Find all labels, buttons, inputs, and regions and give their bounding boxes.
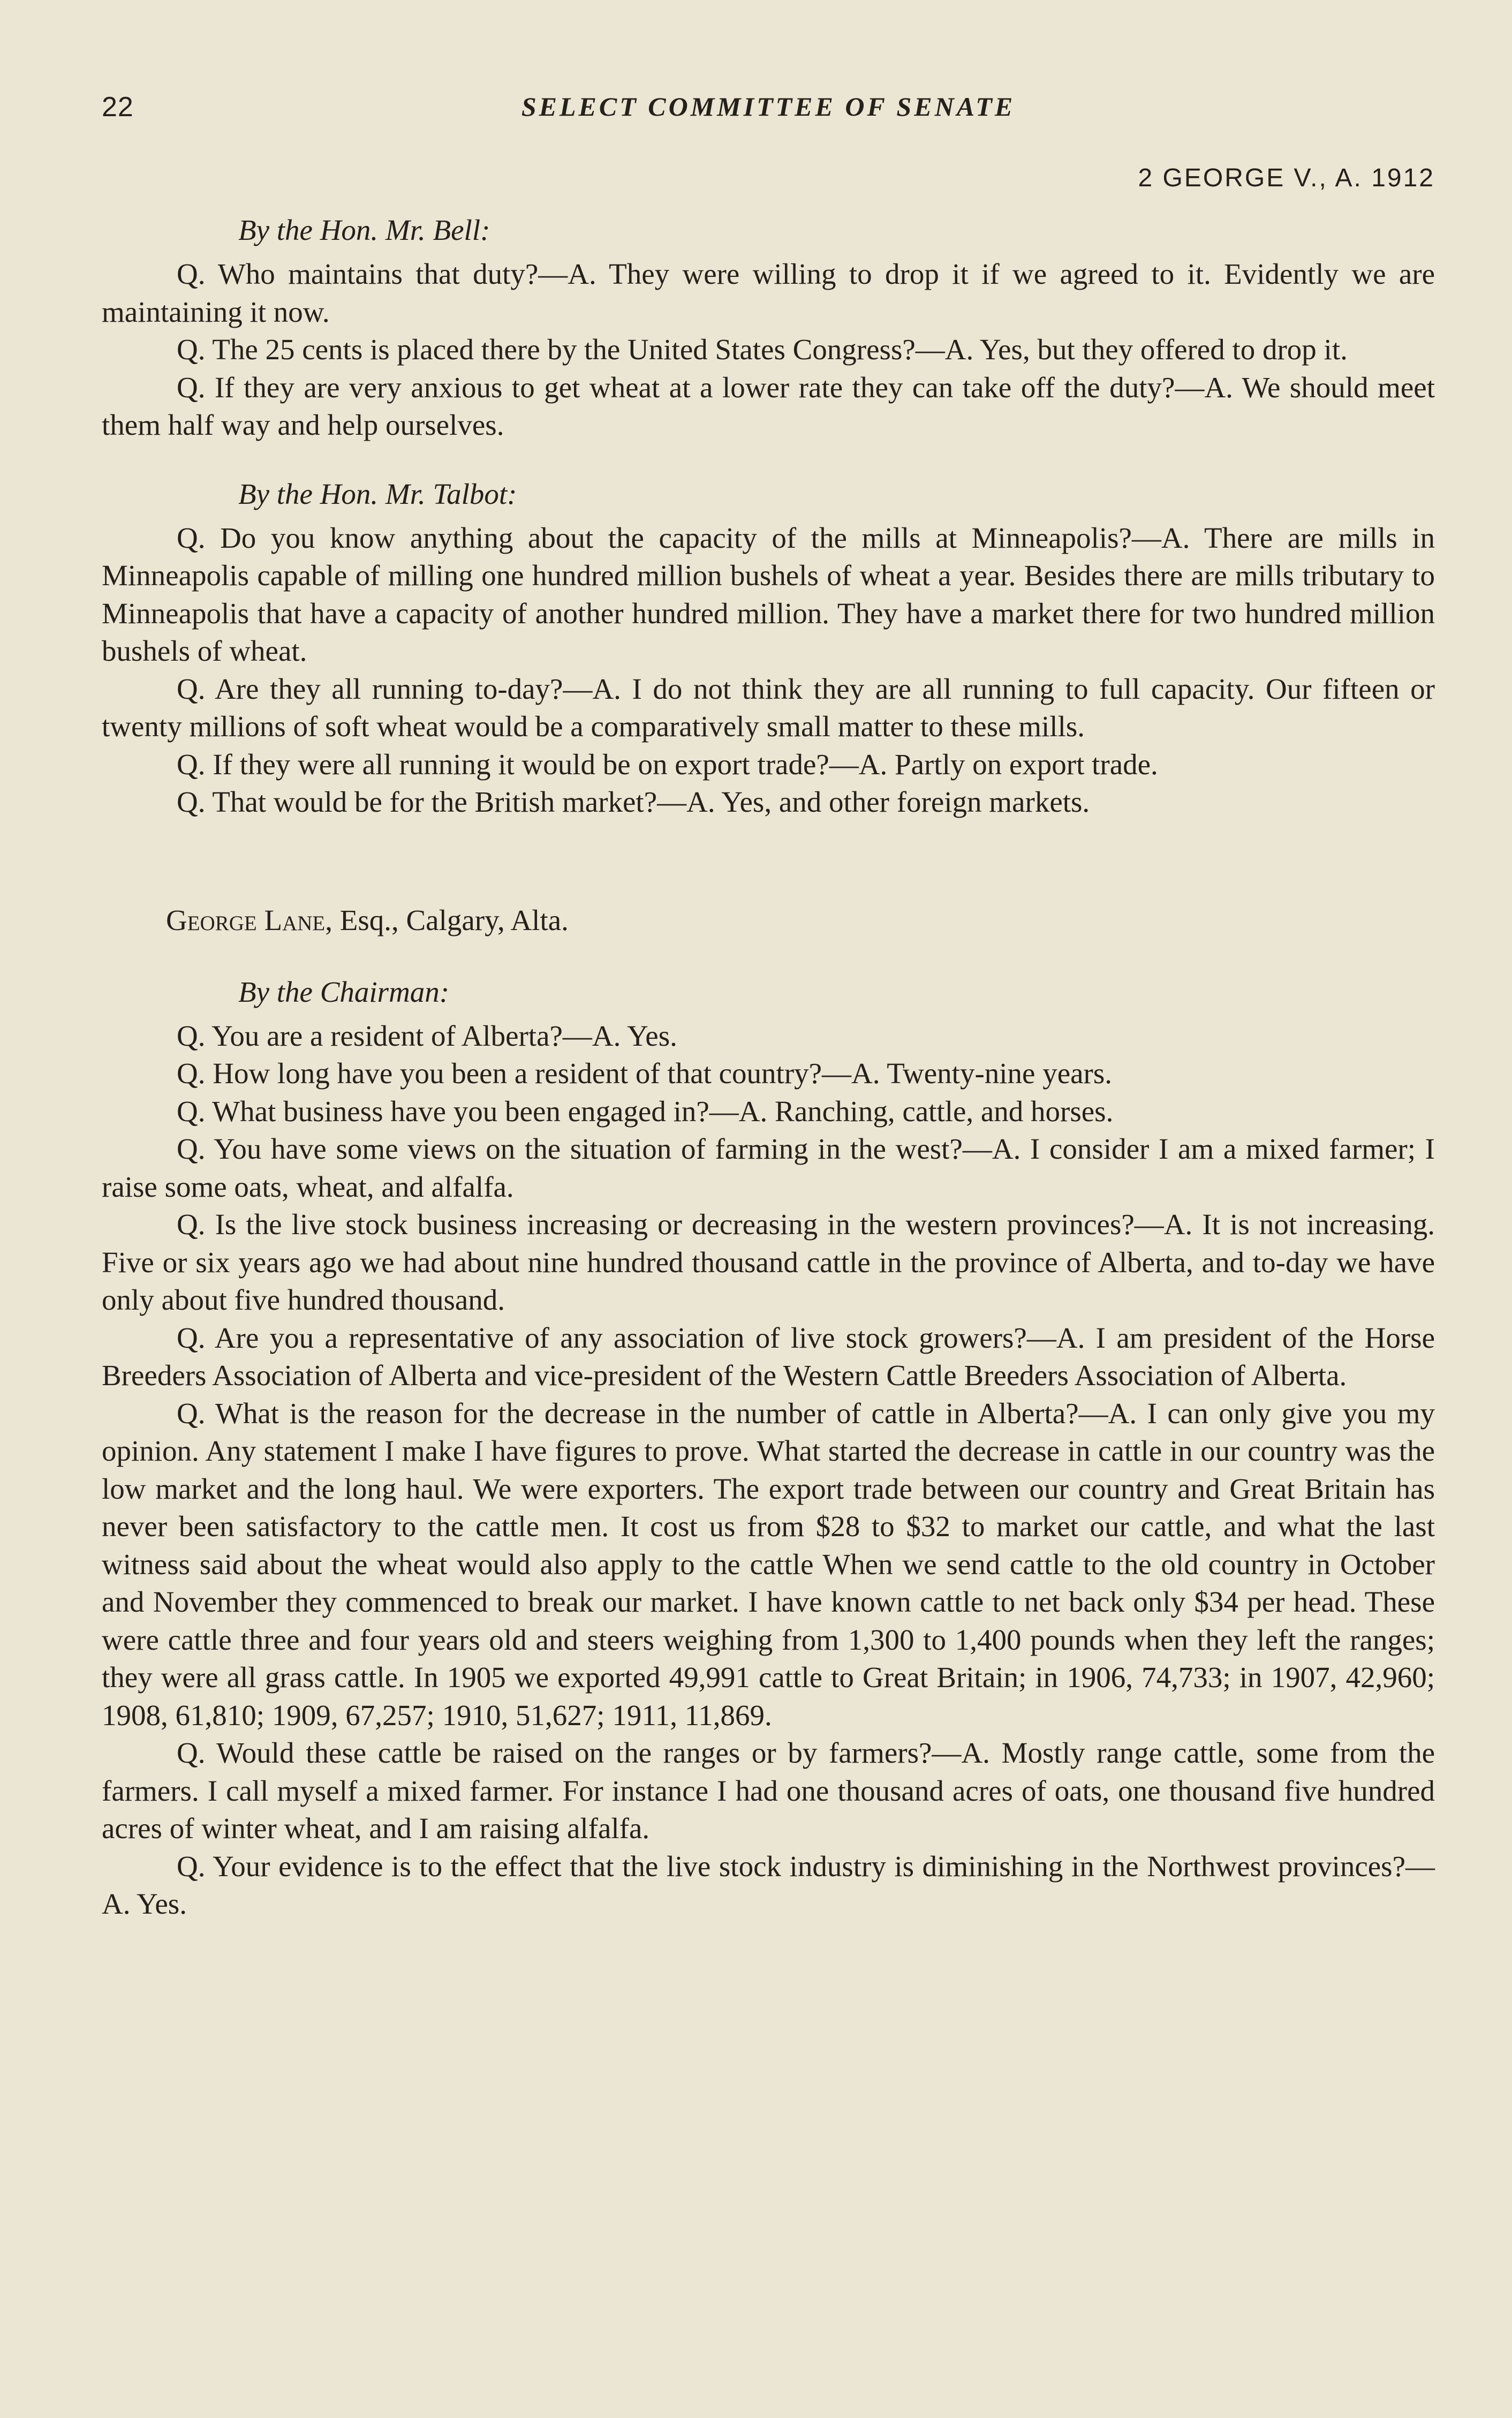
- paragraph: Q. Would these cattle be raised on the ranges or by farmers?—A. Mostly range cattle, some from the farmers. I call myself a mixed farmer. For instance I had one thousand acres of oats, one thousand five hundred acres of winter wheat, and I am raising alfalfa.: [102, 1736, 1435, 1845]
- paragraph: Q. Do you know anything about the capacity of the mills at Minneapolis?—A. There are mills in Minneapolis capable of milling one hundred million bushels of wheat a year. Besides there are mills tributary to Minneapolis that have a capacity of another hundred million. They have a market there for two hundred million bushels of wheat.: [102, 521, 1435, 667]
- speaker-heading-talbot: By the Hon. Mr. Talbot:: [238, 477, 517, 510]
- section-spacer: [102, 944, 1435, 973]
- paragraph: Q. Your evidence is to the effect that the live stock industry is diminishing in the Northwest provinces?—A. Yes.: [102, 1849, 1435, 1920]
- paragraph: Q. Is the live stock business increasing or decreasing in the western provinces?—A. It is not increasing. Five or six years ago we had about nine hundred thousand cattle in the province of Alberta, and to-day we have only about five hundred thousand.: [102, 1208, 1435, 1316]
- section-spacer: [102, 444, 1435, 475]
- paragraph: Q. You are a resident of Alberta?—A. Yes.: [177, 1019, 677, 1052]
- witness-heading: [166, 902, 1435, 944]
- paragraph: Q. You have some views on the situation of farming in the west?—A. I consider I am a mixed farmer; I raise some oats, wheat, and alfalfa.: [102, 1132, 1435, 1203]
- paragraph: Q. Are you a representative of any association of live stock growers?—A. I am president of the Horse Breeders Association of Alberta and vice-president of the Western Cattle Breeders Association of Alberta.: [102, 1321, 1435, 1392]
- page-number: 22: [102, 92, 134, 123]
- running-head: SELECT COMMITTEE OF SENATE: [521, 92, 1016, 122]
- paragraph: Q. Who maintains that duty?—A. They were willing to drop it if we agreed to it. Evidently we are maintaining it now.: [102, 258, 1435, 328]
- paragraph: Q. What is the reason for the decrease in the number of cattle in Alberta?—A. I can only give you my opinion. Any statement I make I have figures to prove. What started the decrease in cattle in our country was the low market and the long haul. We were exporters. The export trade between our country and Great Britain has never been satisfactory to the cattle men. It cost us from $28 to $32 to market our cattle, and what the last witness said about the wheat would also apply to the cattle When we send cattle to the old country in October and November they commenced to break our market. I have known cattle to net back only $34 per head. These were cattle three and four years old and steers weighing from 1,300 to 1,400 pounds when they left the ranges; they were all grass cattle. In 1905 we exported 49,991 cattle to Great Britain; in 1906, 74,733; in 1907, 42,960; 1908, 61,810; 1909, 67,257; 1910, 51,627; 1911, 11,869.: [102, 1396, 1435, 1732]
- paragraph: Q. If they were all running it would be on export trade?—A. Partly on export trade.: [177, 747, 1158, 781]
- document-body: [102, 211, 1435, 1923]
- paragraph: Q. Are they all running to-day?—A. I do not think they are all running to full capacity. Our fifteen or twenty millions of soft wheat would be a comparatively small matter to these mills.: [102, 672, 1435, 743]
- session-label: 2 GEORGE V., A. 1912: [1138, 164, 1435, 192]
- witness-name: George Lane: [166, 903, 326, 936]
- paragraph: Q. How long have you been a resident of that country?—A. Twenty-nine years.: [177, 1057, 1113, 1090]
- paragraph: Q. If they are very anxious to get wheat at a lower rate they can take off the duty?—A. We should meet them half way and help ourselves.: [102, 371, 1435, 441]
- section-spacer: [102, 821, 1435, 902]
- speaker-heading-bell: By the Hon. Mr. Bell:: [238, 214, 490, 246]
- witness-details: , Esq., Calgary, Alta.: [325, 903, 569, 936]
- page-header: [102, 91, 1435, 134]
- paragraph: Q. That would be for the British market?—A. Yes, and other foreign markets.: [177, 785, 1090, 818]
- paragraph: Q. The 25 cents is placed there by the United States Congress?—A. Yes, but they offered to drop it.: [177, 333, 1348, 366]
- speaker-heading-chairman: By the Chairman:: [238, 975, 450, 1008]
- paragraph: Q. What business have you been engaged in?—A. Ranching, cattle, and horses.: [177, 1094, 1114, 1128]
